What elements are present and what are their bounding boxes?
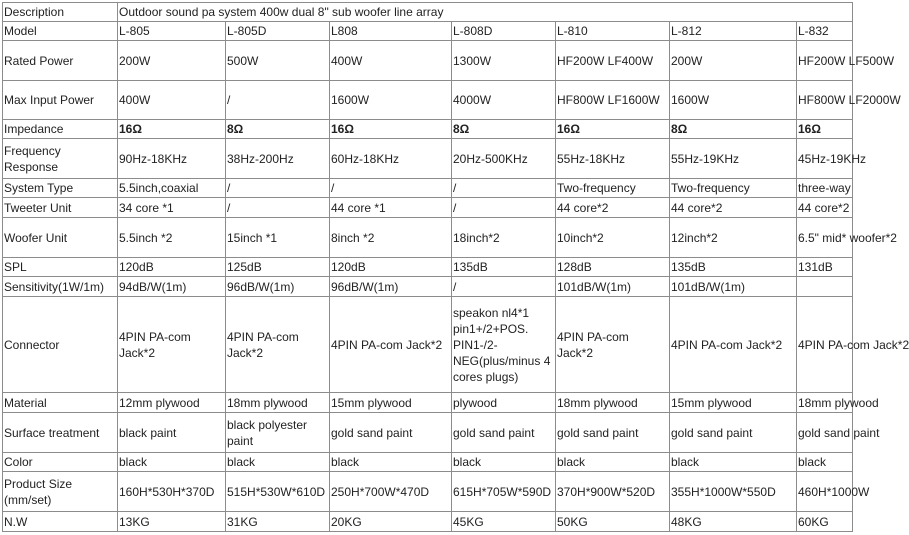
table-cell: 16Ω bbox=[797, 120, 853, 139]
table-cell: Two-frequency bbox=[670, 179, 797, 198]
table-cell: 4PIN PA-com Jack*2 bbox=[670, 297, 797, 393]
table-cell: 12inch*2 bbox=[670, 218, 797, 258]
table-cell: 460H*1000W bbox=[797, 472, 853, 512]
table-cell: 18mm plywood bbox=[226, 393, 330, 413]
table-row bbox=[3, 393, 853, 413]
table-cell: speakon nl4*1 pin1+/2+POS. PIN1-/2-NEG(plus/minus 4 cores plugs) bbox=[452, 297, 556, 393]
table-cell: 60Hz-18KHz bbox=[330, 139, 452, 179]
table-cell: 8inch *2 bbox=[330, 218, 452, 258]
table-row bbox=[3, 179, 853, 198]
table-cell: 31KG bbox=[226, 512, 330, 532]
table-cell: 94dB/W(1m) bbox=[118, 277, 226, 297]
table-cell: HF200W LF400W bbox=[556, 41, 670, 81]
table-cell: gold sand paint bbox=[670, 413, 797, 453]
table-cell: 1600W bbox=[670, 81, 797, 120]
table-cell: 128dB bbox=[556, 258, 670, 277]
table-cell: L-810 bbox=[556, 22, 670, 41]
table-cell: 5.5inch *2 bbox=[118, 218, 226, 258]
table-row bbox=[3, 413, 853, 453]
table-cell: 55Hz-18KHz bbox=[556, 139, 670, 179]
table-cell: 13KG bbox=[118, 512, 226, 532]
table-row bbox=[3, 22, 853, 41]
table-cell: 44 core*2 bbox=[670, 198, 797, 218]
row-label: Model bbox=[3, 22, 118, 41]
table-row bbox=[3, 277, 853, 297]
row-label: Surface treatment bbox=[3, 413, 118, 453]
table-cell: black bbox=[226, 453, 330, 472]
table-cell: 10inch*2 bbox=[556, 218, 670, 258]
row-label: Connector bbox=[3, 297, 118, 393]
table-cell: L-832 bbox=[797, 22, 853, 41]
table-row bbox=[3, 120, 853, 139]
table-cell: 50KG bbox=[556, 512, 670, 532]
table-cell: 18mm plywood bbox=[797, 393, 853, 413]
table-cell: 200W bbox=[670, 41, 797, 81]
table-cell: three-way bbox=[797, 179, 853, 198]
table-cell: HF800W LF2000W bbox=[797, 81, 853, 120]
table-cell: black bbox=[556, 453, 670, 472]
table-cell: 20KG bbox=[330, 512, 452, 532]
table-cell: black bbox=[118, 453, 226, 472]
table-cell: 60KG bbox=[797, 512, 853, 532]
table-cell: 4PIN PA-com Jack*2 bbox=[118, 297, 226, 393]
table-row bbox=[3, 81, 853, 120]
table-cell: 160H*530H*370D bbox=[118, 472, 226, 512]
spec-table-body bbox=[3, 3, 909, 532]
table-cell: 125dB bbox=[226, 258, 330, 277]
table-cell: L-808D bbox=[452, 22, 556, 41]
table-cell: plywood bbox=[452, 393, 556, 413]
row-label: Impedance bbox=[3, 120, 118, 139]
table-cell: 101dB/W(1m) bbox=[670, 277, 797, 297]
table-cell: gold sand paint bbox=[797, 413, 853, 453]
row-label: Rated Power bbox=[3, 41, 118, 81]
table-cell: gold sand paint bbox=[330, 413, 452, 453]
table-cell: / bbox=[226, 179, 330, 198]
table-cell: black bbox=[452, 453, 556, 472]
table-cell: 44 core*2 bbox=[797, 198, 853, 218]
table-cell: 515H*530W*610D bbox=[226, 472, 330, 512]
table-cell: 120dB bbox=[118, 258, 226, 277]
table-cell: 4PIN PA-com Jack*2 bbox=[797, 297, 853, 393]
table-cell: 6.5" mid* woofer*2 bbox=[797, 218, 853, 258]
row-label: Tweeter Unit bbox=[3, 198, 118, 218]
row-label: Frequency Response bbox=[3, 139, 118, 179]
table-cell: black polyester paint bbox=[226, 413, 330, 453]
table-row bbox=[3, 512, 853, 532]
table-cell: 120dB bbox=[330, 258, 452, 277]
table-row bbox=[3, 218, 853, 258]
table-cell: 4PIN PA-com Jack*2 bbox=[330, 297, 452, 393]
table-row bbox=[3, 198, 853, 218]
table-row bbox=[3, 453, 853, 472]
table-cell: L-812 bbox=[670, 22, 797, 41]
table-cell: 200W bbox=[118, 41, 226, 81]
table-cell: 18inch*2 bbox=[452, 218, 556, 258]
row-label: Sensitivity(1W/1m) bbox=[3, 277, 118, 297]
table-cell: 135dB bbox=[670, 258, 797, 277]
description-value: Outdoor sound pa system 400w dual 8" sub woofer line array bbox=[118, 3, 853, 22]
row-label: Woofer Unit bbox=[3, 218, 118, 258]
row-label: N.W bbox=[3, 512, 118, 532]
table-cell: 15mm plywood bbox=[330, 393, 452, 413]
table-cell: 101dB/W(1m) bbox=[556, 277, 670, 297]
table-cell: 1600W bbox=[330, 81, 452, 120]
row-label: Material bbox=[3, 393, 118, 413]
table-cell bbox=[797, 277, 853, 297]
table-cell: HF800W LF1600W bbox=[556, 81, 670, 120]
table-cell: / bbox=[226, 81, 330, 120]
table-cell: 38Hz-200Hz bbox=[226, 139, 330, 179]
spec-table bbox=[2, 2, 909, 532]
table-row-description bbox=[3, 3, 853, 22]
table-row bbox=[3, 41, 853, 81]
table-cell: / bbox=[226, 198, 330, 218]
table-cell: 16Ω bbox=[556, 120, 670, 139]
table-cell: L808 bbox=[330, 22, 452, 41]
table-cell: 4000W bbox=[452, 81, 556, 120]
table-cell: 250H*700W*470D bbox=[330, 472, 452, 512]
table-cell: 48KG bbox=[670, 512, 797, 532]
table-cell: 96dB/W(1m) bbox=[226, 277, 330, 297]
table-cell: 5.5inch,coaxial bbox=[118, 179, 226, 198]
table-cell: 135dB bbox=[452, 258, 556, 277]
table-cell: black bbox=[797, 453, 853, 472]
table-cell: black paint bbox=[118, 413, 226, 453]
table-cell: 8Ω bbox=[226, 120, 330, 139]
table-cell: 4PIN PA-com Jack*2 bbox=[556, 297, 670, 393]
table-cell: / bbox=[452, 179, 556, 198]
row-label: Color bbox=[3, 453, 118, 472]
row-label: Max Input Power bbox=[3, 81, 118, 120]
table-cell: HF200W LF500W bbox=[797, 41, 853, 81]
table-cell: 55Hz-19KHz bbox=[670, 139, 797, 179]
table-cell: / bbox=[330, 179, 452, 198]
table-cell: 18mm plywood bbox=[556, 393, 670, 413]
table-row bbox=[3, 258, 853, 277]
table-row bbox=[3, 297, 853, 393]
table-cell: 131dB bbox=[797, 258, 853, 277]
row-label: System Type bbox=[3, 179, 118, 198]
table-cell: black bbox=[330, 453, 452, 472]
table-row bbox=[3, 139, 853, 179]
table-cell: / bbox=[452, 277, 556, 297]
table-cell: / bbox=[452, 198, 556, 218]
table-cell: 96dB/W(1m) bbox=[330, 277, 452, 297]
row-label: Product Size (mm/set) bbox=[3, 472, 118, 512]
table-cell: 615H*705W*590D bbox=[452, 472, 556, 512]
table-row bbox=[3, 472, 853, 512]
table-cell: 45KG bbox=[452, 512, 556, 532]
table-cell: gold sand paint bbox=[556, 413, 670, 453]
table-cell: 4PIN PA-com Jack*2 bbox=[226, 297, 330, 393]
row-label: SPL bbox=[3, 258, 118, 277]
table-cell: gold sand paint bbox=[452, 413, 556, 453]
table-cell: 20Hz-500KHz bbox=[452, 139, 556, 179]
table-cell: 400W bbox=[118, 81, 226, 120]
table-cell: 12mm plywood bbox=[118, 393, 226, 413]
table-cell: 500W bbox=[226, 41, 330, 81]
table-cell: 15inch *1 bbox=[226, 218, 330, 258]
table-cell: 16Ω bbox=[118, 120, 226, 139]
table-cell: 355H*1000W*550D bbox=[670, 472, 797, 512]
table-cell: 90Hz-18KHz bbox=[118, 139, 226, 179]
table-cell: 8Ω bbox=[670, 120, 797, 139]
table-cell: 8Ω bbox=[452, 120, 556, 139]
table-cell: 1300W bbox=[452, 41, 556, 81]
table-cell: 400W bbox=[330, 41, 452, 81]
table-cell: Two-frequency bbox=[556, 179, 670, 198]
table-cell: 44 core*2 bbox=[556, 198, 670, 218]
table-cell: 45Hz-19KHz bbox=[797, 139, 853, 179]
table-cell: L-805D bbox=[226, 22, 330, 41]
row-label: Description bbox=[3, 3, 118, 22]
table-cell: black bbox=[670, 453, 797, 472]
table-cell: 15mm plywood bbox=[670, 393, 797, 413]
table-cell: 370H*900W*520D bbox=[556, 472, 670, 512]
table-cell: 16Ω bbox=[330, 120, 452, 139]
table-cell: L-805 bbox=[118, 22, 226, 41]
table-cell: 34 core *1 bbox=[118, 198, 226, 218]
table-cell: 44 core *1 bbox=[330, 198, 452, 218]
